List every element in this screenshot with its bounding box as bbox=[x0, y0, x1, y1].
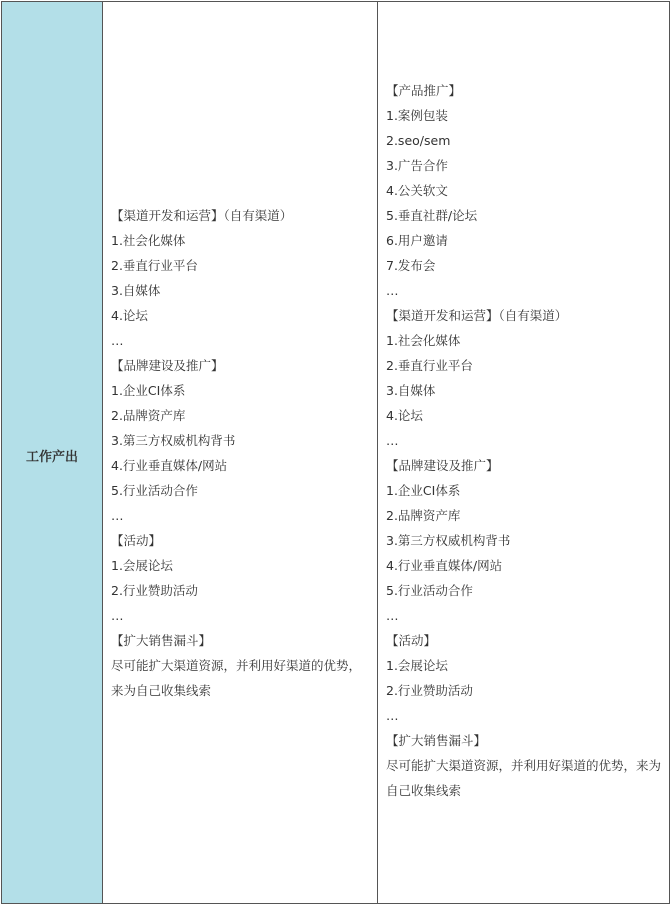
content-line: 2.垂直行业平台 bbox=[386, 358, 473, 373]
content-line: 3.第三方权威机构背书 bbox=[386, 533, 511, 548]
content-line: 2.seo/sem bbox=[386, 133, 451, 148]
content-line: 4.公关软文 bbox=[386, 183, 448, 198]
content-line: 【产品推广】 bbox=[386, 83, 462, 98]
content-line: 1.企业CI体系 bbox=[386, 483, 461, 498]
content-line: 【扩大销售漏斗】 bbox=[111, 633, 212, 648]
content-line: 6.用户邀请 bbox=[386, 233, 448, 248]
middle-content-cell bbox=[103, 2, 378, 903]
output-table bbox=[1, 1, 670, 904]
right-content bbox=[386, 78, 661, 803]
content-paragraph: 尽可能扩大渠道资源，并利用好渠道的优势，来为自己收集线索 bbox=[386, 758, 662, 798]
content-line: 4.行业垂直媒体/网站 bbox=[111, 458, 228, 473]
content-line: 2.品牌资产库 bbox=[386, 508, 461, 523]
content-line: 3.第三方权威机构背书 bbox=[111, 433, 236, 448]
content-line: 3.广告合作 bbox=[386, 158, 448, 173]
content-line: 3.自媒体 bbox=[111, 283, 161, 298]
right-content-cell bbox=[378, 2, 669, 903]
content-line: 【品牌建设及推广】 bbox=[386, 458, 499, 473]
content-line: 2.行业赞助活动 bbox=[111, 583, 198, 598]
content-line: 5.行业活动合作 bbox=[386, 583, 473, 598]
content-line: 4.论坛 bbox=[111, 308, 148, 323]
content-line: 【扩大销售漏斗】 bbox=[386, 733, 487, 748]
content-line: … bbox=[111, 508, 124, 523]
content-line: 1.案例包装 bbox=[386, 108, 448, 123]
row-label-cell bbox=[2, 2, 103, 903]
content-line: 2.品牌资产库 bbox=[111, 408, 186, 423]
content-line: … bbox=[386, 608, 399, 623]
content-line: 【渠道开发和运营】（自有渠道） bbox=[386, 308, 568, 323]
content-line: 5.垂直社群/论坛 bbox=[386, 208, 478, 223]
content-paragraph: 尽可能扩大渠道资源，并利用好渠道的优势，来为自己收集线索 bbox=[111, 658, 362, 698]
middle-content bbox=[111, 203, 369, 703]
content-line: 4.论坛 bbox=[386, 408, 423, 423]
content-line: 1.社会化媒体 bbox=[386, 333, 461, 348]
content-line: 【活动】 bbox=[386, 633, 437, 648]
content-line: 4.行业垂直媒体/网站 bbox=[386, 558, 503, 573]
content-line: … bbox=[386, 708, 399, 723]
content-line: 【渠道开发和运营】（自有渠道） bbox=[111, 208, 293, 223]
content-line: 7.发布会 bbox=[386, 258, 436, 273]
row-label: 工作产出 bbox=[25, 450, 78, 465]
content-line: 1.社会化媒体 bbox=[111, 233, 186, 248]
content-line: 2.行业赞助活动 bbox=[386, 683, 473, 698]
content-line: 【活动】 bbox=[111, 533, 162, 548]
content-line: 2.垂直行业平台 bbox=[111, 258, 198, 273]
content-line: 【品牌建设及推广】 bbox=[111, 358, 224, 373]
content-line: … bbox=[111, 608, 124, 623]
content-line: 1.会展论坛 bbox=[111, 558, 173, 573]
content-line: 1.企业CI体系 bbox=[111, 383, 186, 398]
content-line: 3.自媒体 bbox=[386, 383, 436, 398]
content-line: 1.会展论坛 bbox=[386, 658, 448, 673]
content-line: … bbox=[386, 433, 399, 448]
content-line: … bbox=[111, 333, 124, 348]
content-line: 5.行业活动合作 bbox=[111, 483, 198, 498]
content-line: … bbox=[386, 283, 399, 298]
